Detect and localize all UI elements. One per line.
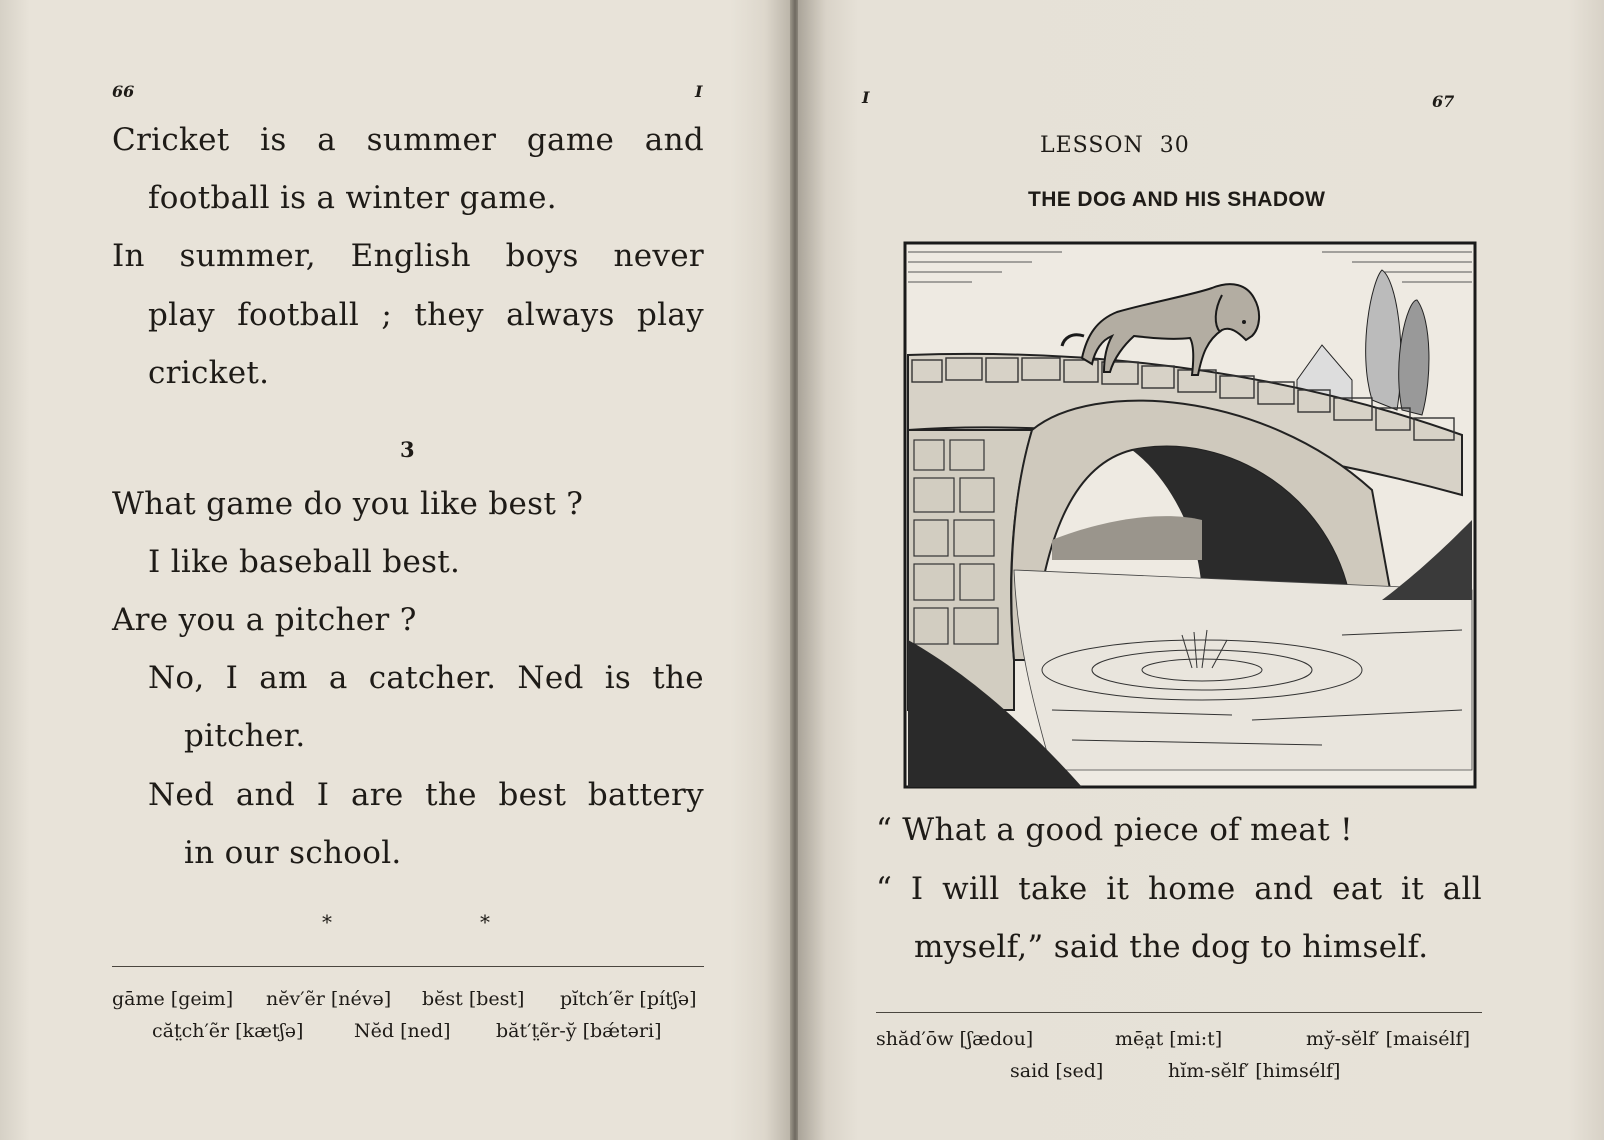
- left-page: [0, 0, 792, 1140]
- word: never: [613, 238, 704, 274]
- word: take: [1018, 871, 1088, 907]
- text-line: What game do you like best ?: [112, 486, 584, 522]
- vocab-item: my̆-sĕlf′ [maisélf]: [1306, 1028, 1470, 1050]
- word: are: [350, 777, 404, 813]
- vocab-item: băt′t̤ẽr-y̆ [bǽtəri]: [496, 1020, 662, 1042]
- word: home: [1147, 871, 1236, 907]
- word: will: [942, 871, 1000, 907]
- word: boys: [505, 238, 579, 274]
- asterisk: *: [322, 910, 332, 934]
- word: best: [498, 777, 567, 813]
- text-line: in our school.: [184, 835, 402, 871]
- asterisk: *: [480, 910, 490, 934]
- word: play: [148, 297, 215, 333]
- vocab-item: nĕv′ẽr [névə]: [266, 988, 392, 1010]
- word: always: [506, 297, 615, 333]
- word: the: [652, 660, 704, 696]
- right-page-number: 67: [1432, 92, 1455, 111]
- word: play: [637, 297, 704, 333]
- word: Cricket: [112, 122, 230, 158]
- text-line: [148, 777, 704, 813]
- word: the: [425, 777, 477, 813]
- word: I: [316, 777, 330, 813]
- text-line: [876, 871, 1482, 907]
- word: ;: [381, 297, 393, 333]
- text-line: I like baseball best.: [148, 544, 461, 580]
- text-line: [148, 297, 704, 333]
- text-line: [112, 238, 704, 274]
- text-line: cricket.: [148, 355, 270, 391]
- word: No,: [148, 660, 205, 696]
- word: summer: [366, 122, 497, 158]
- vocab-item: gāme [geim]: [112, 988, 234, 1010]
- word: I: [910, 871, 924, 907]
- word: is: [604, 660, 632, 696]
- word: it: [1401, 871, 1425, 907]
- word: all: [1442, 871, 1482, 907]
- text-line: myself,” said the dog to himself.: [914, 929, 1429, 965]
- right-signature-mark: I: [862, 88, 870, 107]
- word: they: [414, 297, 484, 333]
- word: I: [225, 660, 239, 696]
- word: battery: [587, 777, 704, 813]
- word: summer,: [179, 238, 316, 274]
- word: is: [260, 122, 287, 158]
- vocab-item: hĭm-sĕlf′ [himsélf]: [1168, 1060, 1341, 1082]
- lesson-title: LESSON 30: [1040, 133, 1190, 158]
- dog-on-bridge-illustration: [902, 240, 1478, 790]
- section-number: 3: [400, 437, 415, 462]
- vocab-item: bĕst [best]: [422, 988, 525, 1010]
- vocab-item: said [sed]: [1010, 1060, 1104, 1082]
- vocab-item: pĭtch′ẽr [pítʃə]: [560, 988, 697, 1010]
- text-line: football is a winter game.: [148, 180, 557, 216]
- word: am: [259, 660, 308, 696]
- word: it: [1106, 871, 1130, 907]
- left-page-number: 66: [112, 82, 135, 101]
- word: and: [644, 122, 704, 158]
- word: eat: [1332, 871, 1383, 907]
- footnote-rule: [112, 966, 704, 967]
- word: catcher.: [368, 660, 497, 696]
- vocab-item: Nĕd [ned]: [354, 1020, 451, 1042]
- footnote-rule: [876, 1012, 1482, 1013]
- word: game: [526, 122, 615, 158]
- vocab-item: mēa̤t [mi:t]: [1115, 1028, 1223, 1050]
- word: and: [235, 777, 296, 813]
- text-line: pitcher.: [184, 718, 306, 754]
- text-line: [148, 660, 704, 696]
- word: In: [112, 238, 145, 274]
- left-signature-mark: I: [695, 82, 703, 101]
- word: “: [876, 871, 893, 907]
- word: football: [237, 297, 360, 333]
- word: a: [328, 660, 348, 696]
- word: Ned: [148, 777, 215, 813]
- story-title: THE DOG AND HIS SHADOW: [1028, 188, 1326, 211]
- word: Ned: [517, 660, 584, 696]
- text-line: Are you a pitcher ?: [112, 602, 417, 638]
- word: English: [350, 238, 471, 274]
- word: a: [317, 122, 336, 158]
- vocab-item: shăd′ōw [ʃædou]: [876, 1028, 1034, 1050]
- text-line: “ What a good piece of meat !: [876, 812, 1353, 848]
- text-line: [112, 122, 704, 158]
- vocab-item: căt̤ch′ẽr [kætʃə]: [152, 1020, 304, 1042]
- word: and: [1254, 871, 1314, 907]
